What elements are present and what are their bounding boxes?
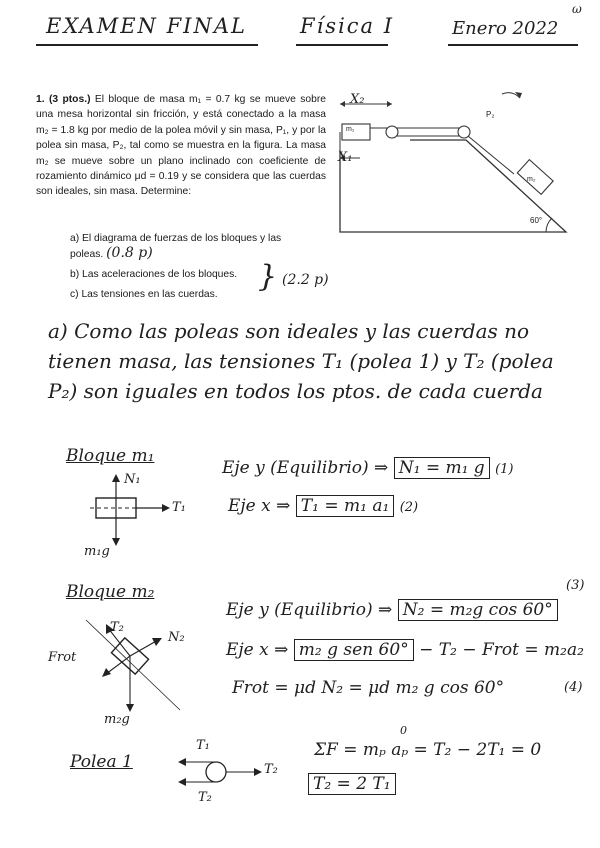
part-a — [70, 232, 310, 262]
block1-title: Bloque m₁ — [66, 446, 155, 466]
block1-eq-y-box: N₁ = m₁ g — [394, 457, 490, 479]
block1-eq-x-num: (2) — [399, 500, 419, 515]
fig-p2-label: P₂ — [486, 110, 495, 119]
rope-incline — [468, 136, 514, 174]
block2-eq-x-rest: − T₂ − Frot = m₂a₂ — [419, 640, 584, 660]
block2-eq-x-box: m₂ g sen 60° — [294, 639, 414, 661]
part-b: b) Las aceleraciones de los bloques. — [70, 269, 238, 280]
subject-underline — [296, 44, 388, 46]
block2-eq-frot: Frot = μd N₂ = μd m₂ g cos 60° — [232, 678, 505, 698]
problem-figure — [334, 86, 584, 306]
block2-f-label: Frot — [48, 650, 77, 665]
pulley1-t1-label: T₁ — [196, 738, 210, 753]
fig-x2-label: X₂ — [350, 92, 365, 107]
pulley1-t2-right-label: T₂ — [264, 762, 278, 777]
corner-mark: ω — [572, 2, 582, 16]
problem-statement — [36, 92, 326, 200]
part-c: c) Las tensiones en las cuerdas. — [70, 289, 218, 300]
subject-title: Física I — [300, 14, 395, 38]
fig-m1-label: m₁ — [346, 126, 355, 133]
title-underline — [36, 44, 258, 46]
block2-eq-y — [226, 600, 558, 620]
date-underline — [448, 44, 578, 46]
fig-x1-label: X₁ — [338, 150, 353, 165]
block1-n-label: N₁ — [124, 472, 141, 487]
problem-text: El bloque de masa m₁ = 0.7 kg se mueve sobre una mesa horizontal sin fricción, y está conectado a la masa m₂ = 1.8 kg por medio de la polea móvil y sin masa, P₁, y por la polea sin masa, P₂, tal como se muestra en la figura. La masa m₂ se mueve sobre un plano inclinado con coeficiente de rozamiento dinámico μd = 0.19 y se considera que las cuerdas son ideales, sin masa. Determine: — [36, 94, 326, 198]
block1-eq-x — [228, 496, 418, 516]
block2-eq-x — [226, 640, 584, 660]
pulley-p1 — [386, 126, 398, 138]
block2-t-label: T₂ — [110, 620, 124, 635]
pulley1-eq-sum: ΣF = mₚ aₚ = T₂ − 2T₁ = 0 — [314, 740, 542, 760]
solution-intro: a) Como las poleas son ideales y las cuerdas no tienen masa, las tensiones T₁ (polea 1) y T₂ (polea P₂) son iguales en todos los ptos. de cada cuerda — [48, 319, 554, 403]
block2-title: Bloque m₂ — [66, 582, 155, 602]
parts-bc-points: (2.2 p) — [282, 272, 329, 288]
block1-eq-y-num: (1) — [495, 462, 514, 477]
pulley1-zero-mark: 0 — [400, 724, 407, 737]
block1-eq-x-prefix: Eje x ⇒ — [228, 496, 291, 516]
block2-eq-y-prefix: Eje y (Equilibrio) ⇒ — [226, 600, 393, 620]
block1-eq-y-prefix: Eje y (Equilibrio) ⇒ — [222, 458, 389, 478]
block1-eq-x-box: T₁ = m₁ a₁ — [296, 495, 395, 517]
pulley1-t2-left-label: T₂ — [198, 790, 212, 805]
fig-angle-label: 60° — [530, 216, 543, 225]
fig-m2-label: m₂ — [527, 176, 536, 183]
block2-eq-x-prefix: Eje x ⇒ — [226, 640, 289, 660]
block2-eq-num-3: (3) — [566, 578, 585, 593]
pulley1-force-diagram — [176, 748, 276, 808]
pulley1-eq-result — [308, 774, 396, 794]
block2-eq-num-4: (4) — [564, 680, 583, 695]
exam-title: EXAMEN FINAL — [46, 14, 247, 38]
pulley1-title: Polea 1 — [70, 752, 133, 772]
part-a-points: (0.8 p) — [106, 245, 153, 261]
pulley1-eq-box: T₂ = 2 T₁ — [308, 773, 396, 795]
block1-t-label: T₁ — [172, 500, 186, 515]
block1-eq-y — [222, 458, 514, 478]
problem-number: 1. (3 ptos.) — [36, 94, 91, 105]
block2-n-label: N₂ — [168, 630, 185, 645]
brace-mark: } — [258, 259, 278, 294]
block2-eq-y-box: N₂ = m₂g cos 60° — [398, 599, 558, 621]
block1-w-label: m₁g — [84, 544, 110, 559]
block2-w-label: m₂g — [104, 712, 130, 727]
exam-date: Enero 2022 — [452, 18, 559, 39]
part-a-text: a) El diagrama de fuerzas de los bloques y las poleas. — [70, 233, 282, 260]
